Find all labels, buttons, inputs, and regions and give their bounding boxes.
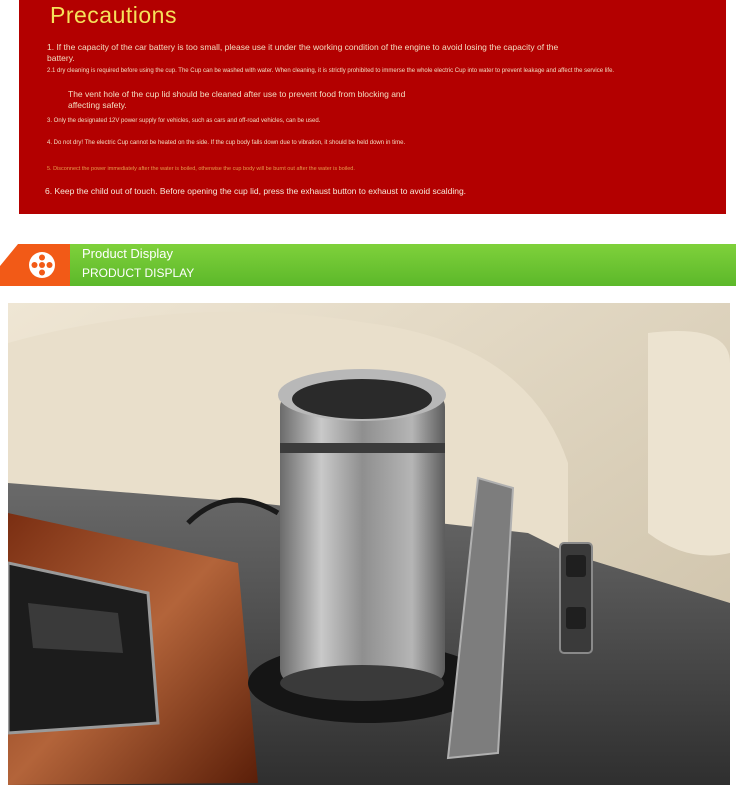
precautions-title: Precautions — [50, 2, 177, 28]
precaution-item-2b: The vent hole of the cup lid should be cleaned after use to prevent food from blocking and affecting safety. — [68, 89, 406, 110]
banner-title: Product Display — [82, 246, 174, 261]
precaution-item-4: 4. Do not dry! The electric Cup cannot be heated on the side. If the cup body falls down due to vibration, it should be held down in time. — [47, 140, 406, 146]
banner-text-block — [70, 244, 736, 286]
banner-icon-block — [0, 244, 70, 286]
product-photo — [8, 303, 730, 785]
precaution-item-3: 3. Only the designated 12V power supply for vehicles, such as cars and off-road vehicles, can be used. — [47, 118, 321, 124]
precautions-panel — [19, 0, 726, 214]
product-display-banner — [0, 244, 736, 286]
precaution-item-1: 1. If the capacity of the car battery is too small, please use it under the working condition of the engine to avoid losing the capacity of the battery. — [47, 42, 559, 63]
film-reel-icon — [28, 251, 56, 279]
precaution-item-5: 5. Disconnect the power immediately after the water is boiled, otherwise the cup body will be burnt out after the water is boiled. — [47, 166, 355, 172]
banner-subtitle: PRODUCT DISPLAY — [82, 266, 195, 280]
precaution-item-6: 6. Keep the child out of touch. Before opening the cup lid, press the exhaust button to exhaust to avoid scalding. — [45, 186, 467, 196]
precaution-item-2: 2.1 dry cleaning is required before using the cup. The Cup can be washed with water. When cleaning, it is strictly prohibited to immerse the whole electric Cup into water to prevent leakage and affect the service life. — [47, 68, 615, 74]
